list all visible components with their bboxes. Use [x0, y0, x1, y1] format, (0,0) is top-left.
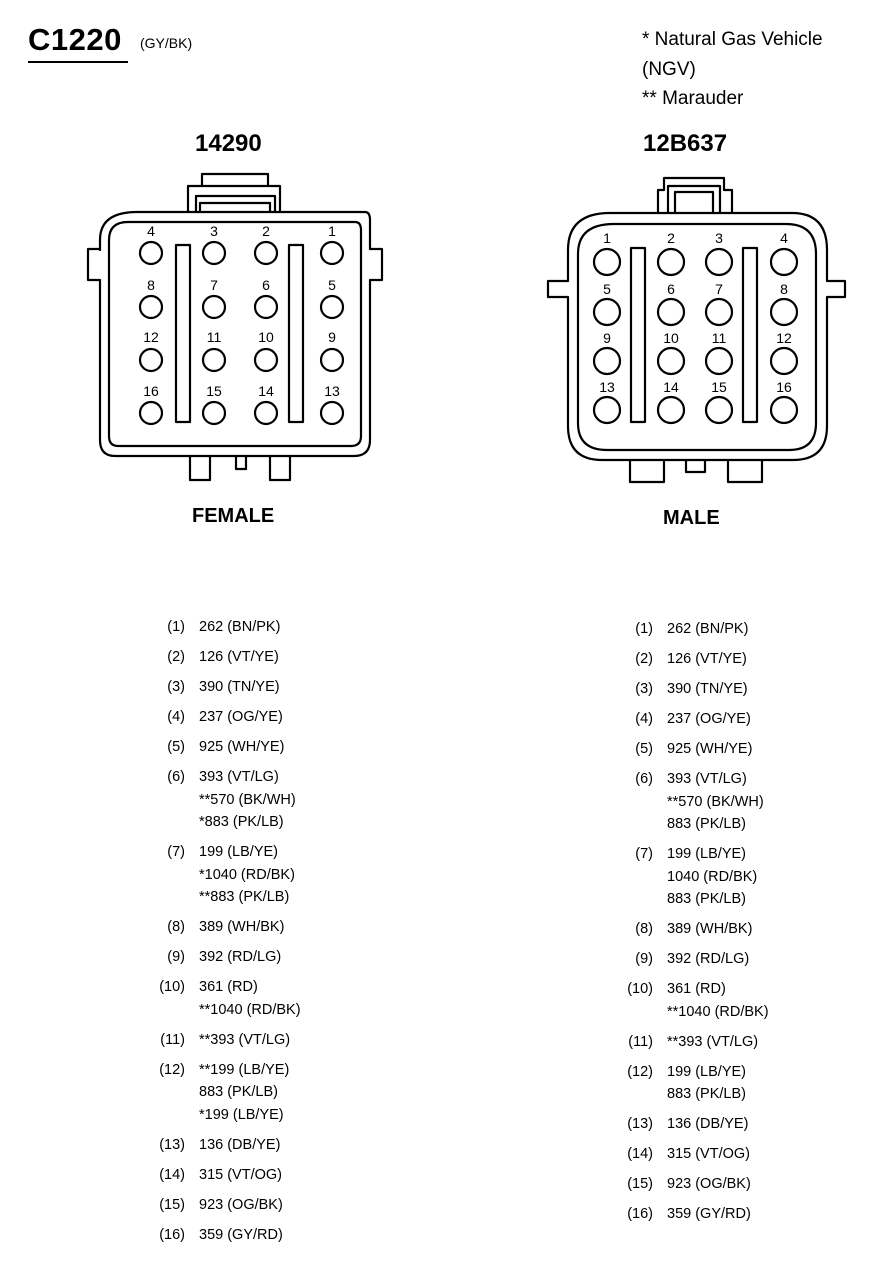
female-pin-number: 7 — [210, 277, 218, 293]
circuit-label: **393 (VT/LG) — [199, 1031, 291, 1048]
circuit-label: 126 (VT/YE) — [667, 651, 747, 667]
pin-entry-number: (2) — [635, 651, 653, 667]
pin-entry — [152, 766, 301, 834]
pin-entry-circuits — [199, 646, 301, 669]
female-pin-cavity — [255, 349, 277, 371]
pin-entry — [620, 1203, 769, 1226]
male-label: MALE — [663, 507, 720, 529]
male-connector-body — [548, 178, 845, 482]
circuit-label: 923 (OG/BK) — [667, 1176, 751, 1192]
pin-entry-number: (1) — [635, 621, 653, 637]
circuit-label: 361 (RD) — [667, 981, 726, 997]
male-pin-number: 10 — [663, 330, 679, 346]
male-pin-number: 14 — [663, 379, 679, 395]
male-pin-number: 4 — [780, 230, 788, 246]
pin-entry-number: (7) — [167, 844, 185, 860]
pin-entry-circuits — [667, 648, 769, 671]
male-pin-cavity — [771, 348, 797, 374]
female-part-number: 14290 — [195, 130, 262, 157]
pin-entry — [620, 618, 769, 641]
male-pin-cavity — [594, 299, 620, 325]
pin-entry-circuits — [667, 1031, 769, 1054]
circuit-label: 315 (VT/OG) — [199, 1166, 282, 1183]
pin-entry — [620, 1061, 769, 1106]
male-pin-number: 3 — [715, 230, 723, 246]
pin-entry-number: (14) — [159, 1166, 185, 1183]
circuit-label: 393 (VT/LG) — [667, 771, 747, 787]
circuit-label: 393 (VT/LG) — [199, 769, 279, 785]
pin-entry-circuits — [199, 1059, 301, 1127]
female-pin-cavity — [255, 242, 277, 264]
male-pin-cavity — [771, 397, 797, 423]
connector-color: (GY/BK) — [140, 35, 193, 51]
female-pin-cavity — [203, 296, 225, 318]
pin-entry-circuits — [667, 948, 769, 971]
male-pin-cavity — [594, 249, 620, 275]
note-ngv: * Natural Gas Vehicle — [642, 29, 823, 50]
pin-entry-number: (11) — [160, 1031, 185, 1048]
male-part-number: 12B637 — [643, 130, 728, 157]
female-pin-number: 4 — [147, 223, 155, 239]
pin-entry — [152, 1194, 301, 1217]
circuit-label: 199 (LB/YE) — [667, 846, 746, 862]
pin-entry-number: (4) — [635, 711, 653, 727]
male-pin-number: 12 — [776, 330, 792, 346]
male-pin-cavity — [658, 397, 684, 423]
pin-entry-number: (13) — [627, 1116, 653, 1132]
pin-entry-number: (5) — [167, 739, 185, 755]
pin-entry-circuits — [667, 918, 769, 941]
male-pin-cavity — [658, 348, 684, 374]
pin-entry — [620, 843, 769, 911]
circuit-label: *883 (PK/LB) — [199, 814, 284, 830]
pin-entry-circuits — [199, 1029, 301, 1052]
pin-entry-number: (8) — [635, 921, 653, 937]
pin-entry — [152, 1224, 301, 1247]
pin-entry-circuits — [667, 768, 769, 836]
female-pin-cavity — [321, 402, 343, 424]
connector-diagrams — [0, 0, 878, 560]
circuit-label: 925 (WH/YE) — [199, 739, 285, 755]
female-pin-cavity — [203, 349, 225, 371]
pin-entry-circuits — [667, 1061, 769, 1106]
circuit-label: 237 (OG/YE) — [199, 709, 283, 725]
female-pin-number: 3 — [210, 223, 218, 239]
male-pin-cavity — [594, 397, 620, 423]
pin-entry — [152, 1164, 301, 1187]
male-pin-number: 5 — [603, 281, 611, 297]
circuit-label: 1040 (RD/BK) — [667, 868, 758, 885]
circuit-label: **1040 (RD/BK) — [667, 1003, 769, 1020]
pin-entry-number: (12) — [159, 1061, 185, 1078]
female-pin-cavity — [255, 402, 277, 424]
circuit-label: **393 (VT/LG) — [667, 1033, 759, 1050]
female-pin-cavity — [140, 402, 162, 424]
circuit-label: **199 (LB/YE) — [199, 1061, 290, 1078]
pin-entry — [152, 676, 301, 699]
female-pin-cavity — [140, 242, 162, 264]
circuit-label: 883 (PK/LB) — [667, 1086, 746, 1102]
note-ngv-abbrev: (NGV) — [642, 59, 696, 80]
pin-entry-circuits — [667, 1203, 769, 1226]
female-pin-number: 14 — [258, 383, 274, 399]
pin-entry-circuits — [199, 736, 301, 759]
female-pin-number: 16 — [143, 383, 159, 399]
pin-entry — [152, 976, 301, 1021]
male-pin-cavity — [771, 249, 797, 275]
female-pin-cavity — [321, 296, 343, 318]
circuit-label: 136 (DB/YE) — [199, 1136, 281, 1153]
pin-entry-number: (9) — [167, 949, 185, 965]
pin-entry-circuits — [199, 1224, 301, 1247]
pin-entry-number: (3) — [167, 679, 185, 695]
male-pin-number: 16 — [776, 379, 792, 395]
female-pin-number: 8 — [147, 277, 155, 293]
pin-entry — [620, 1113, 769, 1136]
female-pin-cavity — [140, 296, 162, 318]
pin-entry — [620, 948, 769, 971]
male-pin-grid — [594, 230, 797, 423]
pin-entry — [620, 768, 769, 836]
pin-entry — [152, 646, 301, 669]
circuit-label: 392 (RD/LG) — [199, 949, 282, 965]
circuit-label: 390 (TN/YE) — [667, 681, 748, 697]
circuit-label: 199 (LB/YE) — [199, 844, 278, 860]
pin-entry — [152, 616, 301, 639]
pin-entry-number: (3) — [635, 681, 653, 697]
female-pin-number: 2 — [262, 223, 270, 239]
pin-entry-number: (9) — [635, 951, 653, 967]
pin-entry-number: (5) — [635, 741, 653, 757]
circuit-label: *1040 (RD/BK) — [199, 866, 295, 883]
pin-entry — [152, 841, 301, 909]
pin-entry-circuits — [199, 841, 301, 909]
female-connector-body — [88, 174, 382, 480]
pin-entry-number: (8) — [167, 919, 185, 935]
pin-entry — [620, 1031, 769, 1054]
pin-entry-circuits — [199, 916, 301, 939]
pin-entry-circuits — [667, 978, 769, 1023]
male-pin-number: 6 — [667, 281, 675, 297]
circuit-label: **883 (PK/LB) — [199, 889, 290, 905]
circuit-label: 359 (GY/RD) — [667, 1206, 751, 1222]
pin-entry-number: (10) — [627, 981, 653, 997]
pin-entry-number: (16) — [159, 1226, 185, 1243]
pin-entry — [620, 708, 769, 731]
circuit-label: 359 (GY/RD) — [199, 1226, 283, 1243]
male-pin-number: 13 — [599, 379, 615, 395]
pin-entry-circuits — [199, 946, 301, 969]
connector-id: C1220 — [28, 22, 122, 57]
pin-entry-circuits — [199, 676, 301, 699]
pin-entry — [152, 916, 301, 939]
pin-entry — [152, 946, 301, 969]
female-pin-cavity — [203, 242, 225, 264]
pin-entry-number: (7) — [635, 846, 653, 862]
circuit-label: 883 (PK/LB) — [667, 891, 746, 907]
pin-entry-number: (11) — [628, 1033, 653, 1050]
pin-entry — [620, 648, 769, 671]
circuit-label: 883 (PK/LB) — [667, 816, 746, 832]
circuit-label: 389 (WH/BK) — [199, 919, 285, 935]
pin-entry-number: (16) — [627, 1206, 653, 1222]
pin-entry-circuits — [667, 738, 769, 761]
male-pin-cavity — [706, 249, 732, 275]
female-pin-cavity — [140, 349, 162, 371]
circuit-label: **570 (BK/WH) — [667, 793, 764, 810]
pin-entry-number: (15) — [627, 1176, 653, 1192]
female-pin-number: 10 — [258, 329, 274, 345]
circuit-label: 315 (VT/OG) — [667, 1146, 750, 1162]
male-pin-cavity — [706, 348, 732, 374]
circuit-label: 923 (OG/BK) — [199, 1196, 283, 1213]
pin-entry-number: (4) — [167, 709, 185, 725]
circuit-label: **570 (BK/WH) — [199, 791, 296, 808]
pin-entry-circuits — [199, 1164, 301, 1187]
pin-entry-circuits — [667, 843, 769, 911]
pin-entry-number: (6) — [167, 769, 185, 785]
pin-entry-number: (12) — [627, 1063, 653, 1080]
pin-entry — [620, 1143, 769, 1166]
female-pinout-list — [152, 616, 301, 1254]
pin-entry — [152, 706, 301, 729]
male-pin-number: 1 — [603, 230, 611, 246]
pin-entry-circuits — [199, 1194, 301, 1217]
pin-entry — [152, 1029, 301, 1052]
female-pin-number: 5 — [328, 277, 336, 293]
circuit-label: 262 (BN/PK) — [199, 619, 281, 635]
male-pin-cavity — [771, 299, 797, 325]
male-pin-number: 15 — [711, 379, 727, 395]
pin-entry — [152, 1134, 301, 1157]
pin-entry-number: (15) — [159, 1196, 185, 1213]
female-pin-cavity — [255, 296, 277, 318]
pin-entry-circuits — [667, 1173, 769, 1196]
circuit-label: 392 (RD/LG) — [667, 951, 750, 967]
circuit-label: 390 (TN/YE) — [199, 679, 280, 695]
pin-entry-circuits — [199, 1134, 301, 1157]
circuit-label: 361 (RD) — [199, 979, 258, 995]
pin-entry-circuits — [667, 708, 769, 731]
pin-entry-number: (6) — [635, 771, 653, 787]
circuit-label: 262 (BN/PK) — [667, 621, 749, 637]
female-pin-cavity — [203, 402, 225, 424]
note-marauder: ** Marauder — [642, 88, 744, 109]
male-pin-cavity — [706, 397, 732, 423]
circuit-label: **1040 (RD/BK) — [199, 1001, 301, 1018]
pin-entry — [152, 736, 301, 759]
pin-entry-circuits — [667, 678, 769, 701]
female-pin-number: 15 — [206, 383, 222, 399]
male-pin-number: 7 — [715, 281, 723, 297]
pin-entry-number: (14) — [627, 1146, 653, 1162]
pin-entry-circuits — [199, 706, 301, 729]
circuit-label: 389 (WH/BK) — [667, 921, 753, 937]
circuit-label: 237 (OG/YE) — [667, 711, 751, 727]
circuit-label: 136 (DB/YE) — [667, 1116, 749, 1132]
pin-entry — [620, 1173, 769, 1196]
pin-entry-circuits — [667, 1113, 769, 1136]
male-pin-cavity — [706, 299, 732, 325]
pin-entry-circuits — [199, 616, 301, 639]
male-pin-number: 8 — [780, 281, 788, 297]
male-pin-number: 9 — [603, 330, 611, 346]
circuit-label: *199 (LB/YE) — [199, 1106, 284, 1123]
pin-entry-circuits — [199, 976, 301, 1021]
pin-entry-number: (2) — [167, 649, 185, 665]
female-pin-cavity — [321, 242, 343, 264]
pin-entry-number: (13) — [159, 1136, 185, 1153]
pin-entry — [620, 738, 769, 761]
female-pin-number: 6 — [262, 277, 270, 293]
pin-entry — [620, 918, 769, 941]
circuit-label: 126 (VT/YE) — [199, 649, 279, 665]
female-pin-number: 1 — [328, 223, 336, 239]
pin-entry — [620, 678, 769, 701]
female-pin-cavity — [321, 349, 343, 371]
circuit-label: 925 (WH/YE) — [667, 741, 753, 757]
female-pin-number: 12 — [143, 329, 159, 345]
male-pin-cavity — [594, 348, 620, 374]
female-label: FEMALE — [192, 505, 275, 527]
male-pin-cavity — [658, 249, 684, 275]
pin-entry — [620, 978, 769, 1023]
pin-entry — [152, 1059, 301, 1127]
pin-entry-circuits — [199, 766, 301, 834]
circuit-label: 883 (PK/LB) — [199, 1084, 278, 1100]
pin-entry-circuits — [667, 1143, 769, 1166]
male-pin-number: 11 — [711, 330, 727, 346]
male-pinout-list — [620, 618, 769, 1233]
female-pin-number: 11 — [206, 329, 222, 345]
pin-entry-number: (10) — [159, 979, 185, 995]
female-pin-number: 9 — [328, 329, 336, 345]
female-pin-grid — [140, 223, 343, 424]
male-pin-cavity — [658, 299, 684, 325]
circuit-label: 199 (LB/YE) — [667, 1063, 746, 1080]
pin-entry-number: (1) — [167, 619, 185, 635]
male-pin-number: 2 — [667, 230, 675, 246]
pin-entry-circuits — [667, 618, 769, 641]
female-pin-number: 13 — [324, 383, 340, 399]
